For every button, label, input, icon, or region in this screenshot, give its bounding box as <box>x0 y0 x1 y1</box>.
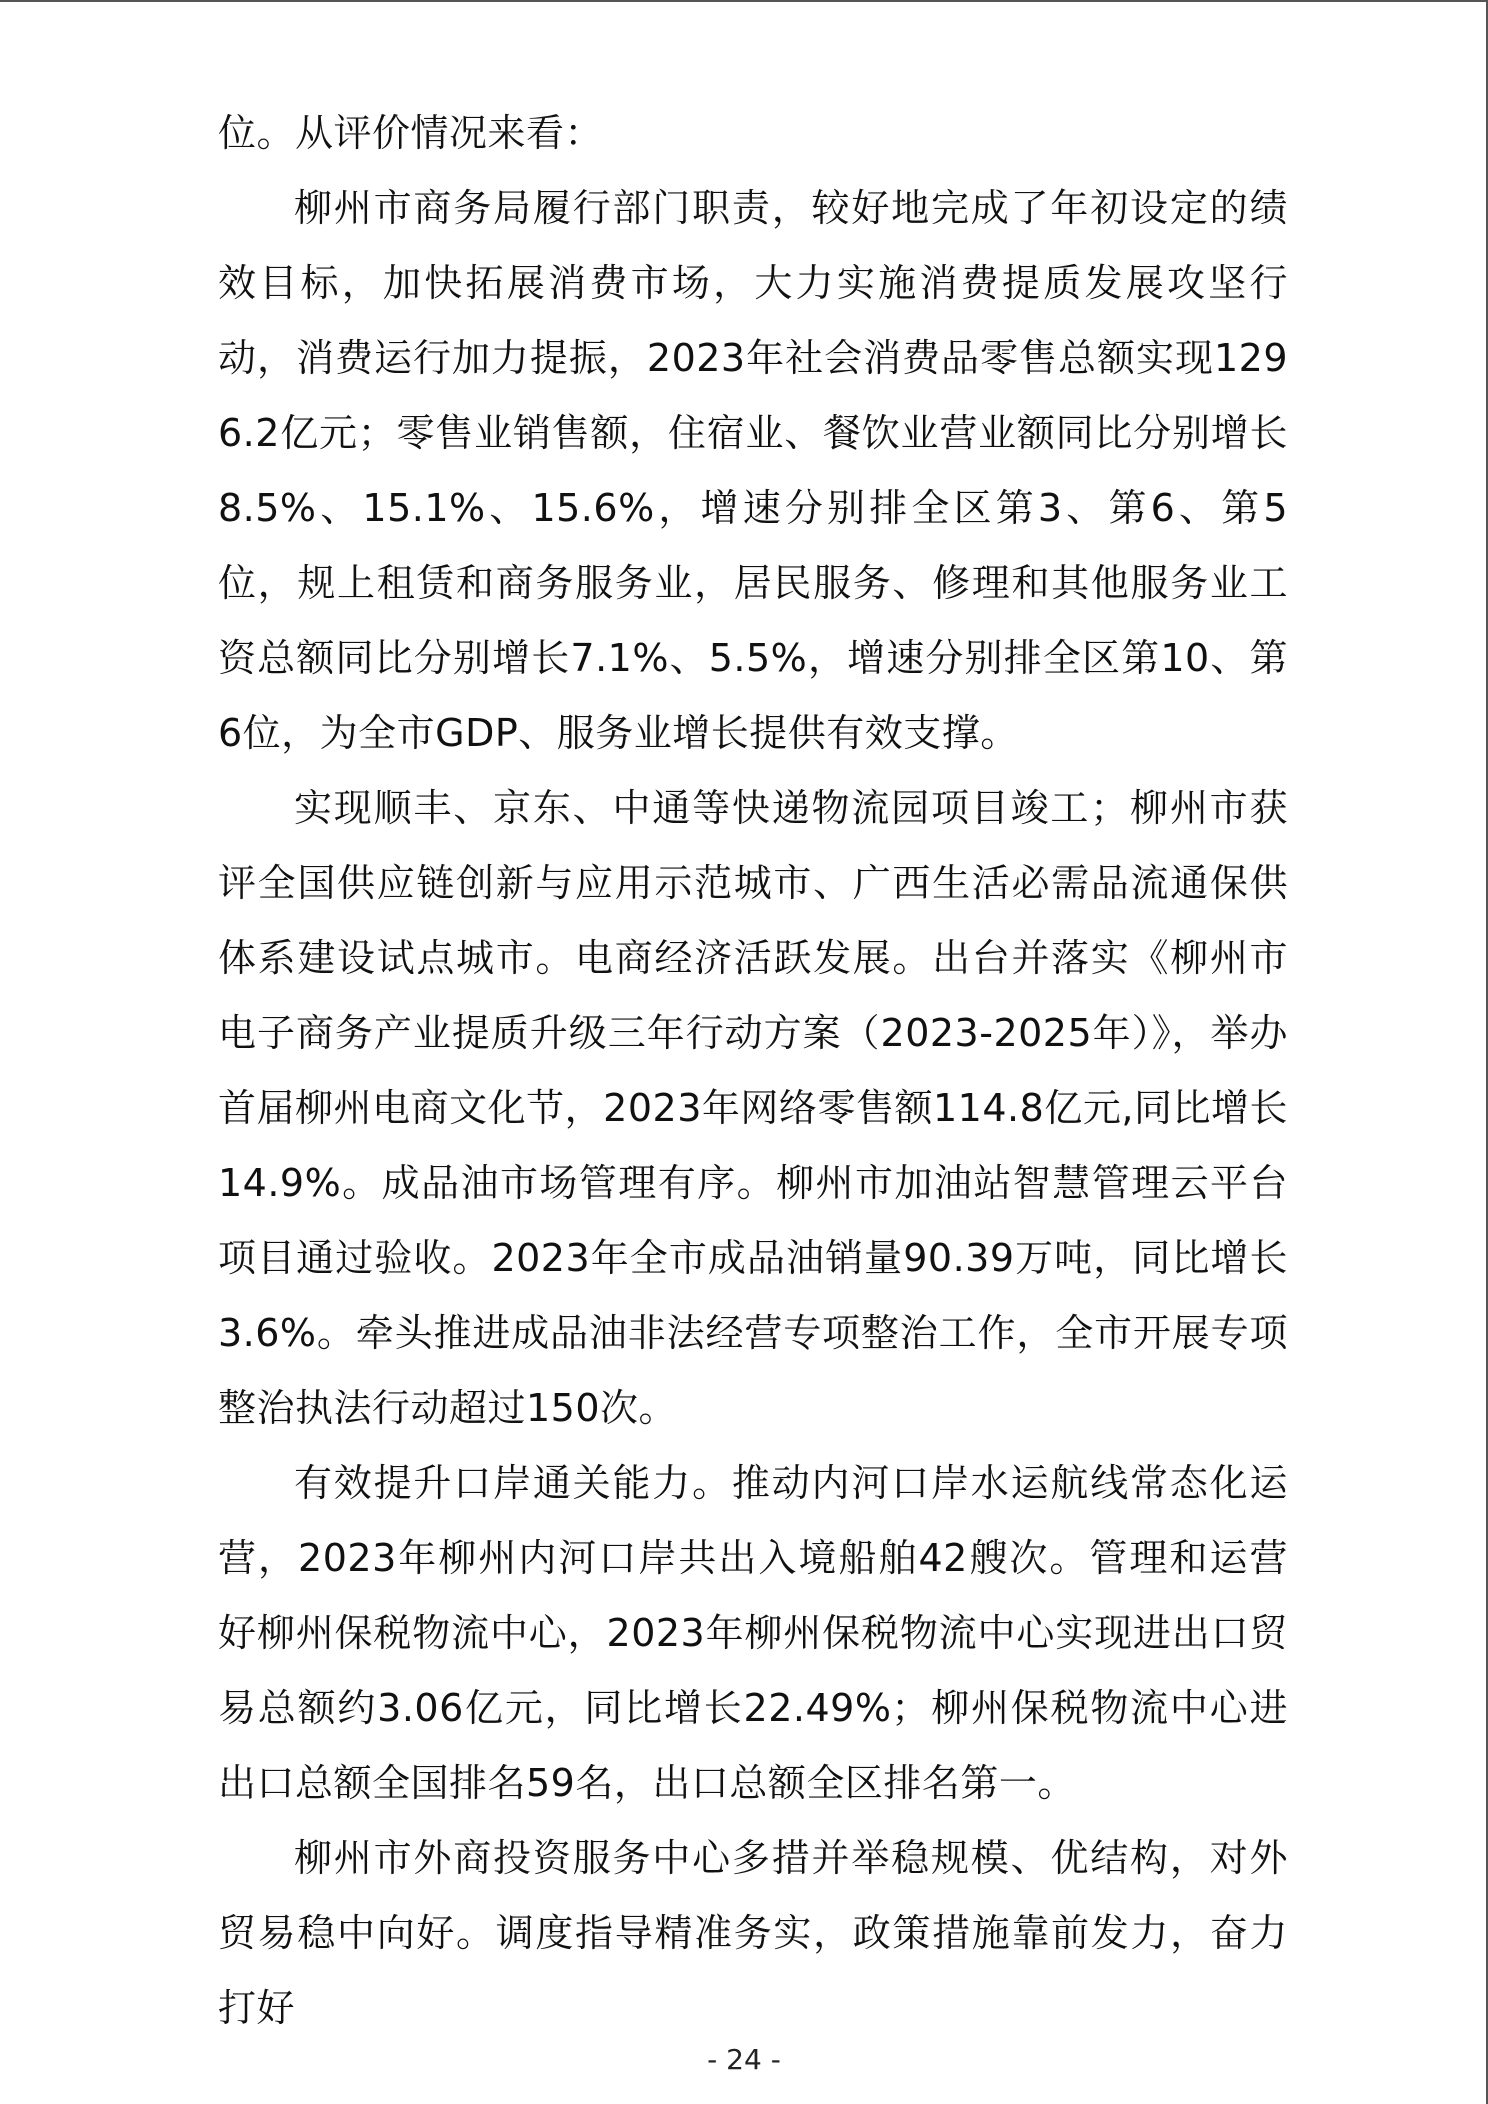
paragraph-logistics-ecommerce: 实现顺丰、京东、中通等快递物流园项目竣工；柳州市获评全国供应链创新与应用示范城市、广西生活必需品流通保供体系建设试点城市。电商经济活跃发展。出台并落实《柳州市电子商务产业提质升级三年行动方案（2023-2025年）》，举办首届柳州电商文化节，2023年网络零售额114.8亿元,同比增长14.9%。成品油市场管理有序。柳州市加油站智慧管理云平台项目通过验收。2023年全市成品油销量90.39万吨，同比增长3.6%。牵头推进成品油非法经营专项整治工作，全市开展专项整治执法行动超过150次。 <box>218 786 1288 1430</box>
paragraph-evaluation-lead: 位。从评价情况来看： <box>218 111 604 155</box>
paragraph-port-clearance: 有效提升口岸通关能力。推动内河口岸水运航线常态化运营，2023年柳州内河口岸共出入境船舶42艘次。管理和运营好柳州保税物流中心，2023年柳州保税物流中心实现进出口贸易总额约3.06亿元，同比增长22.49%；柳州保税物流中心进出口总额全国排名59名，出口总额全区排名第一。 <box>218 1461 1288 1805</box>
paragraph-consumption-performance: 柳州市商务局履行部门职责，较好地完成了年初设定的绩效目标，加快拓展消费市场，大力实施消费提质发展攻坚行动，消费运行加力提振，2023年社会消费品零售总额实现1296.2亿元；零售业销售额，住宿业、餐饮业营业额同比分别增长8.5%、15.1%、15.6%，增速分别排全区第3、第6、第5位，规上租赁和商务服务业，居民服务、修理和其他服务业工资总额同比分别增长7.1%、5.5%，增速分别排全区第10、第6位，为全市GDP、服务业增长提供有效支撑。 <box>218 186 1288 755</box>
paragraph-foreign-trade: 柳州市外商投资服务中心多措并举稳规模、优结构，对外贸易稳中向好。调度指导精准务实，政策措施靠前发力，奋力打好 <box>218 1836 1288 2030</box>
top-border-line <box>0 0 1488 2</box>
page-number: - 24 - <box>707 2043 781 2076</box>
body-text <box>218 96 1288 2046</box>
